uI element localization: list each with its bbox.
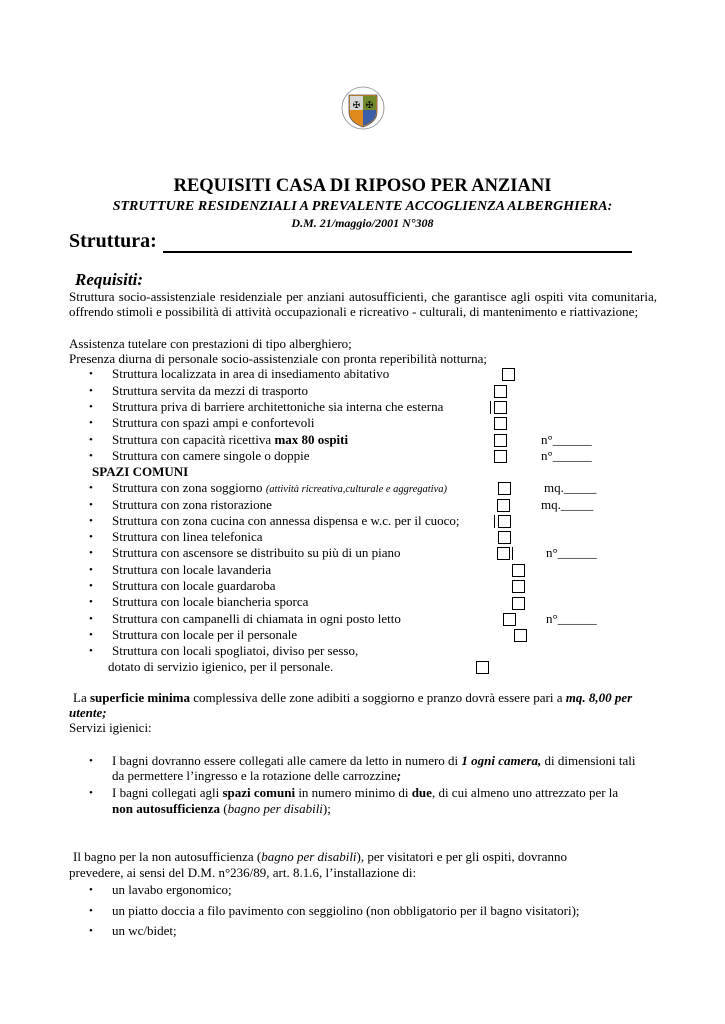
area-field[interactable]: mq._____ (544, 480, 597, 495)
checkbox[interactable] (498, 531, 511, 544)
checkbox[interactable] (498, 515, 511, 528)
bullet-icon: • (89, 434, 93, 446)
checklist-item-text: Struttura con locale guardaroba (112, 578, 276, 593)
bullet-icon: • (89, 925, 93, 937)
checkbox[interactable] (512, 564, 525, 577)
bagni-item-2-line-1: I bagni collegati agli spazi comuni in numero minimo di due, di cui almeno uno attrezzato per la (112, 785, 619, 800)
servizi-igienici-label: Servizi igienici: (69, 720, 152, 735)
checklist-item-text: Struttura con zona ristorazione (112, 497, 272, 512)
installazione-item: un piatto doccia a filo pavimento con seggiolino (non obbligatorio per il bagno visitatori); (112, 903, 580, 918)
checkbox[interactable] (503, 613, 516, 626)
checkbox-tick (490, 401, 491, 414)
installazione-item: un lavabo ergonomico; (112, 882, 232, 897)
bullet-icon: • (89, 482, 93, 494)
superficie-minima-unit: utente; (69, 705, 107, 720)
bagno-disabili-text-2: prevedere, ai sensi del D.M. n°236/89, art. 8.1.6, l’installazione di: (69, 865, 417, 880)
bullet-icon: • (89, 596, 93, 608)
bullet-icon: • (89, 450, 93, 462)
checkbox-tick (494, 515, 495, 528)
document-title: REQUISITI CASA DI RIPOSO PER ANZIANI (173, 176, 552, 196)
installazione-item: un wc/bidet; (112, 923, 177, 938)
checklist-item-text: Struttura con locale biancheria sporca (112, 594, 309, 609)
checklist-item-text: Struttura con capacità ricettiva max 80 ospiti (112, 432, 349, 447)
decree-reference: D.M. 21/maggio/2001 N°308 (291, 216, 434, 230)
count-field[interactable]: n°______ (546, 545, 597, 560)
checkbox[interactable] (494, 385, 507, 398)
bullet-icon: • (89, 905, 93, 917)
checklist-item-text: Struttura con locali spogliatoi, diviso per sesso, (112, 643, 359, 658)
checklist-item-continuation: dotato di servizio igienico, per il personale. (108, 659, 334, 674)
checkbox[interactable] (494, 450, 507, 463)
document-subtitle: STRUTTURE RESIDENZIALI A PREVALENTE ACCOGLIENZA ALBERGHIERA: (112, 199, 613, 214)
checkbox[interactable] (514, 629, 527, 642)
checkbox-tick (512, 547, 513, 560)
region-emblem-logo (341, 86, 385, 130)
bullet-icon: • (89, 547, 93, 559)
struttura-fill-line[interactable] (163, 251, 632, 253)
svg-text:✠: ✠ (352, 101, 361, 111)
bullet-icon: • (89, 368, 93, 380)
checklist-item-text: Struttura con linea telefonica (112, 529, 263, 544)
checklist-item-text: Struttura con zona soggiorno (attività ricreativa,culturale e aggregativa) (112, 480, 447, 495)
struttura-label: Struttura: (69, 230, 157, 252)
bagni-item-2-line-2: non autosufficienza (bagno per disabili); (112, 801, 331, 816)
svg-text:✠: ✠ (365, 101, 374, 111)
bagni-item-1-line-2: da permettere l’ingresso e la rotazione delle carrozzine; (112, 768, 402, 783)
checklist-item-text: Struttura con spazi ampi e confortevoli (112, 415, 315, 430)
checkbox[interactable] (497, 499, 510, 512)
checklist-item-text: Struttura con locale per il personale (112, 627, 298, 642)
bullet-icon: • (89, 499, 93, 511)
bullet-icon: • (89, 580, 93, 592)
checkbox[interactable] (494, 401, 507, 414)
bullet-icon: • (89, 645, 93, 657)
bullet-icon: • (89, 884, 93, 896)
bullet-icon: • (89, 564, 93, 576)
bagno-disabili-text-1: Il bagno per la non autosufficienza (bagno per disabili), per visitatori e per gli ospiti, dovranno (73, 849, 568, 864)
checkbox[interactable] (476, 661, 489, 674)
superficie-minima-text: La superficie minima complessiva delle zone adibiti a soggiorno e pranzo dovrà essere pari a mq. 8,00 per (73, 690, 633, 705)
requisiti-line-1: Assistenza tutelare con prestazioni di tipo alberghiero; (69, 336, 352, 351)
bullet-icon: • (89, 755, 93, 767)
bullet-icon: • (89, 787, 93, 799)
spazi-comuni-heading: SPAZI COMUNI (92, 464, 189, 479)
checklist-item-text: Struttura con locale lavanderia (112, 562, 272, 577)
bullet-icon: • (89, 417, 93, 429)
checkbox[interactable] (502, 368, 515, 381)
checklist-item-text: Struttura priva di barriere architettoniche sia interna che esterna (112, 399, 444, 414)
bullet-icon: • (89, 629, 93, 641)
requisiti-intro: Struttura socio-assistenziale residenziale per anziani autosufficienti, che garantisce agli ospiti vita comunitaria, offrendo stimoli e possibilità di attività occupazionali e ricreativo - culturali, di mantenimento e riattivazione; (69, 289, 657, 319)
bullet-icon: • (89, 613, 93, 625)
checkbox[interactable] (512, 597, 525, 610)
checklist-item-text: Struttura localizzata in area di insediamento abitativo (112, 366, 390, 381)
checkbox[interactable] (512, 580, 525, 593)
checkbox[interactable] (494, 434, 507, 447)
count-field[interactable]: n°______ (546, 611, 597, 626)
checklist-item-text: Struttura servita da mezzi di trasporto (112, 383, 309, 398)
area-field[interactable]: mq._____ (541, 497, 594, 512)
checkbox[interactable] (497, 547, 510, 560)
checkbox[interactable] (494, 417, 507, 430)
requisiti-heading: Requisiti: (75, 270, 144, 289)
count-field[interactable]: n°______ (541, 448, 592, 463)
bullet-icon: • (89, 385, 93, 397)
requisiti-line-2: Presenza diurna di personale socio-assistenziale con pronta reperibilità notturna; (69, 351, 488, 366)
checklist-item-text: Struttura con ascensore se distribuito su più di un piano (112, 545, 401, 560)
bullet-icon: • (89, 515, 93, 527)
checklist-item-text: Struttura con campanelli di chiamata in ogni posto letto (112, 611, 401, 626)
checkbox[interactable] (498, 482, 511, 495)
count-field[interactable]: n°______ (541, 432, 592, 447)
bullet-icon: • (89, 531, 93, 543)
checklist-item-text: Struttura con camere singole o doppie (112, 448, 310, 463)
bagni-item-1-line-1: I bagni dovranno essere collegati alle camere da letto in numero di 1 ogni camera, di dimensioni tali (112, 753, 636, 768)
bullet-icon: • (89, 401, 93, 413)
checklist-item-text: Struttura con zona cucina con annessa dispensa e w.c. per il cuoco; (112, 513, 460, 528)
